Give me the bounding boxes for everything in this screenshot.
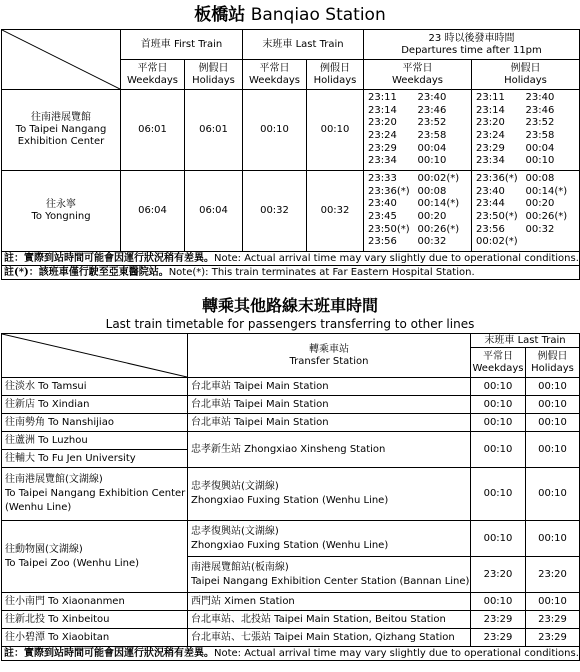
late-times-holiday <box>472 90 580 171</box>
table-row: 往淡水 To Tamsui 台北車站 Taipei Main Station 00:10 00:10 <box>2 378 580 396</box>
after-11pm-en: Departures time after 11pm <box>401 44 542 56</box>
departure-time: 00:04 <box>525 142 555 154</box>
departure-time: 00:14(*) <box>417 198 460 210</box>
page-title-zh: 板橋站 <box>194 5 246 25</box>
departure-time: 00:08 <box>525 173 555 185</box>
last-train-header: 末班車 Last Train <box>243 30 364 60</box>
departure-time: 23:52 <box>417 117 447 129</box>
weekdays-header: 平常日 Weekdays <box>364 60 472 90</box>
destination-cell: 往南港展覽館 To Taipei Nangang Exhibition Center <box>2 90 121 171</box>
departure-time: 23:58 <box>417 130 447 141</box>
departure-time: 23:56 <box>476 223 505 235</box>
transfer-title-en: Last train timetable for passengers transferring to other lines <box>105 317 475 331</box>
times-grid <box>472 172 579 250</box>
first-train-header: 首班車 First Train <box>121 30 243 60</box>
departure-time: 00:02(*) <box>417 173 460 185</box>
header-corner <box>2 334 188 378</box>
departure-time: 23:34 <box>368 155 397 167</box>
departure-time: 00:20 <box>417 211 447 222</box>
late-times-weekday <box>364 90 472 171</box>
departure-time: 23:20 <box>368 117 397 129</box>
late-times-holiday <box>472 171 580 252</box>
departure-time: 23:40 <box>525 92 555 104</box>
first-train-holiday: 06:01 <box>185 90 243 171</box>
holidays-header: 例假日 Holidays <box>185 60 243 90</box>
departure-time: 23:40 <box>368 198 397 210</box>
page-title-en: Banqiao Station <box>250 5 386 25</box>
departure-time: 23:29 <box>476 142 505 154</box>
departure-time: 23:11 <box>368 92 397 104</box>
weekdays-header: 平常日 Weekdays <box>471 348 526 378</box>
departure-time: 23:46 <box>417 104 447 116</box>
weekdays-header: 平常日 Weekdays <box>121 60 185 90</box>
departure-time: 23:24 <box>368 130 397 141</box>
transfer-note: 註：實際到站時間可能會因運行狀況稍有差異。Note: Actual arrival time may vary slightly due to operational conditions. <box>2 647 580 661</box>
departure-time: 00:02(*) <box>476 236 518 248</box>
last-train-weekday: 00:10 <box>243 90 307 171</box>
departure-time: 23:36(*) <box>368 185 410 197</box>
departure-time: 23:50(*) <box>368 223 410 235</box>
table-row: 往南勢角 To Nanshijiao 台北車站 Taipei Main Station 00:10 00:10 <box>2 414 580 432</box>
table-row: 往新店 To Xindian 台北車站 Taipei Main Station 00:10 00:10 <box>2 396 580 414</box>
departure-time: 23:29 <box>368 142 397 154</box>
departure-time: 00:32 <box>525 223 555 235</box>
page-title <box>0 4 580 26</box>
transfer-table <box>1 333 580 661</box>
departure-time: 23:40 <box>476 185 505 197</box>
departure-time: 23:45 <box>368 211 397 222</box>
departure-time: 23:56 <box>368 236 397 248</box>
departure-time: 00:26(*) <box>525 211 568 222</box>
note-2: 註(*)：該班車僅行駛至亞東醫院站。Note(*): This train terminates at Far Eastern Hospital Station. <box>2 266 580 280</box>
first-train-holiday: 06:04 <box>185 171 243 252</box>
destination-cell: 往永寧 To Yongning <box>2 171 121 252</box>
table-row: 往輔大 To Fu Jen University <box>2 450 580 468</box>
departure-time: 23:14 <box>476 104 505 116</box>
note-1: 註：實際到站時間可能會因運行狀況稍有差異。Note: Actual arrival time may vary slightly due to operational conditions. <box>2 252 580 266</box>
departure-time: 00:10 <box>417 155 447 167</box>
table-row: 南港展覽館站(板南線) Taipei Nangang Exhibition Center Station (Bannan Line) 23:20 23:20 <box>2 557 580 593</box>
times-grid <box>364 91 471 169</box>
times-grid <box>364 172 471 250</box>
departure-time: 23:40 <box>417 92 447 104</box>
holidays-header: 例假日 Holidays <box>472 60 580 90</box>
table-row: 往蘆洲 To Luzhou 忠孝新生站 Zhongxiao Xinsheng Station 00:10 00:10 <box>2 432 580 450</box>
transfer-title-zh: 轉乘其他路線末班車時間 <box>201 296 378 315</box>
departure-time: 00:04 <box>417 142 447 154</box>
departure-time <box>526 236 576 249</box>
table-row <box>2 90 580 171</box>
last-train-weekday: 00:32 <box>243 171 307 252</box>
late-times-weekday <box>364 171 472 252</box>
holidays-header: 例假日 Holidays <box>307 60 364 90</box>
last-train-header: 末班車 Last Train <box>471 334 580 348</box>
table-row <box>2 171 580 252</box>
departure-time: 23:33 <box>368 173 397 185</box>
departure-time: 23:34 <box>476 155 505 167</box>
departure-time: 23:50(*) <box>476 211 518 222</box>
times-grid <box>472 91 579 169</box>
departure-time: 23:58 <box>525 130 555 141</box>
after-11pm-zh: 23 時以後發車時間 <box>428 32 515 44</box>
table-row: 往小南門 To Xiaonanmen 西門站 Ximen Station 00:10 00:10 <box>2 593 580 611</box>
table-row: 往動物園(文湖線) To Taipei Zoo (Wenhu Line) 忠孝復興站(文湖線) Zhongxiao Fuxing Station (Wenhu Line) 00:10 00:10 <box>2 521 580 557</box>
departure-time: 23:20 <box>476 117 505 129</box>
table-row: 往小碧潭 To Xiaobitan 台北車站、七張站 Taipei Main Station, Qizhang Station 23:29 23:29 <box>2 629 580 647</box>
transfer-station-header: 轉乘車站 Transfer Station <box>188 334 471 378</box>
header-corner <box>2 30 121 90</box>
departure-time: 23:44 <box>476 198 505 210</box>
departure-time: 00:14(*) <box>525 185 568 197</box>
departure-time: 23:11 <box>476 92 505 104</box>
departure-time: 00:08 <box>417 185 447 197</box>
departure-time: 23:52 <box>525 117 555 129</box>
last-train-holiday: 00:10 <box>307 90 364 171</box>
departure-time: 00:20 <box>525 198 555 210</box>
departure-time: 00:26(*) <box>417 223 460 235</box>
table-row: 往南港展覽館(文湖線) To Taipei Nangang Exhibition Center (Wenhu Line) 忠孝復興站(文湖線) Zhongxiao Fuxing Station (Wenhu Line) 00:10 00:10 <box>2 468 580 521</box>
departure-time: 00:32 <box>417 236 447 248</box>
table-row: 往新北投 To Xinbeitou 台北車站、北投站 Taipei Main Station, Beitou Station 23:29 23:29 <box>2 611 580 629</box>
after-11pm-header <box>364 30 580 60</box>
timetable <box>1 29 580 280</box>
departure-time: 23:14 <box>368 104 397 116</box>
first-train-weekday: 06:01 <box>121 90 185 171</box>
first-train-weekday: 06:04 <box>121 171 185 252</box>
departure-time: 23:24 <box>476 130 505 141</box>
departure-time: 23:36(*) <box>476 173 518 185</box>
departure-time: 00:10 <box>525 155 555 167</box>
holidays-header: 例假日 Holidays <box>526 348 580 378</box>
weekdays-header: 平常日 Weekdays <box>243 60 307 90</box>
departure-time: 23:46 <box>525 104 555 116</box>
last-train-holiday: 00:32 <box>307 171 364 252</box>
